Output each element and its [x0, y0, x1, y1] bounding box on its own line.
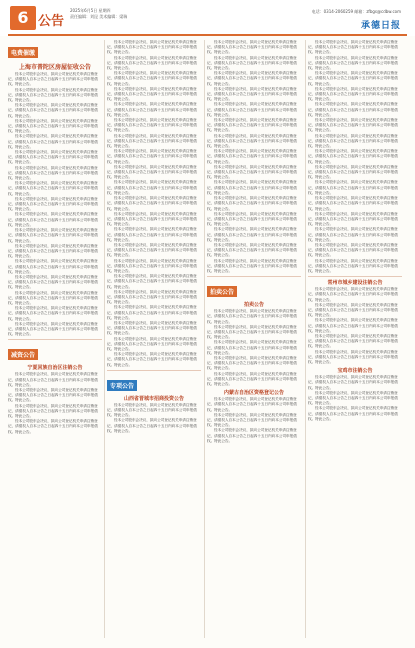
- notice-body: 经本公司股东会决议，拟向公司登记机关申请注销登记，请债权人自本公告之日起四十五日内向本公司申报债权。特此公告。: [107, 196, 197, 211]
- notice-body: 经本公司股东会决议，拟向公司登记机关申请注销登记，请债权人自本公告之日起四十五日内向本公司申报债权。特此公告。: [308, 211, 398, 227]
- header-meta: [70, 8, 127, 20]
- notice-body: 经本公司股东会决议，拟向公司登记机关申请注销登记，请债权人自本公告之日起四十五日内向本公司申报债权。特此公告。: [107, 418, 197, 433]
- notice-body: 经本公司股东会决议，拟向公司登记机关申请注销登记，请债权人自本公告之日起四十五日内向本公司申报债权。特此公告。: [207, 324, 297, 340]
- notice-body: 经本公司股东会决议，拟向公司登记机关申请注销登记，请债权人自本公告之日起四十五日内向本公司申报债权。特此公告。: [8, 165, 98, 181]
- notice-title: 上海市普陀区房屋征收公告: [18, 64, 91, 71]
- notice-body: 经本公司股东会决议，拟向公司登记机关申请注销登记，请债权人自本公告之日起四十五日内向本公司申报债权。特此公告。: [8, 72, 98, 87]
- notice-body: 经本公司股东会决议，拟向公司登记机关申请注销登记，请债权人自本公告之日起四十五日内向本公司申报债权。特此公告。: [207, 340, 297, 355]
- notice-body: 经本公司股东会决议，拟向公司登记机关申请注销登记，请债权人自本公告之日起四十五日内向本公司申报债权。特此公告。: [308, 71, 398, 86]
- notice-body: 经本公司股东会决议，拟向公司登记机关申请注销登记，请债权人自本公告之日起四十五日内向本公司申报债权。特此公告。: [308, 227, 398, 242]
- notice-body: 经本公司股东会决议，拟向公司登记机关申请注销登记，请债权人自本公告之日起四十五日内向本公司申报债权。特此公告。: [107, 305, 197, 320]
- notice-title: 内蒙古自治区资格登记公告: [223, 390, 284, 397]
- notice-body: 经本公司股东会决议，拟向公司登记机关申请注销登记，请债权人自本公告之日起四十五日内向本公司申报债权。特此公告。: [308, 287, 398, 302]
- notice-body: 经本公司股东会决议，拟向公司登记机关申请注销登记，请债权人自本公告之日起四十五日内向本公司申报债权。特此公告。: [207, 133, 297, 149]
- notice-body: 经本公司股东会决议，拟向公司登记机关申请注销登记，请债权人自本公告之日起四十五日内向本公司申报债权。特此公告。: [8, 134, 98, 149]
- notice-body: 经本公司股东会决议，拟向公司登记机关申请注销登记，请债权人自本公告之日起四十五日内向本公司申报债权。特此公告。: [207, 397, 297, 412]
- notice-body: 经本公司股东会决议，拟向公司登记机关申请注销登记，请债权人自本公告之日起四十五日内向本公司申报债权。特此公告。: [308, 164, 398, 180]
- notice-body: 经本公司股东会决议，拟向公司登记机关申请注销登记，请债权人自本公告之日起四十五日内向本公司申报债权。特此公告。: [8, 403, 98, 418]
- notice-body: 经本公司股东会决议，拟向公司登记机关申请注销登记，请债权人自本公告之日起四十五日内向本公司申报债权。特此公告。: [8, 387, 98, 403]
- notice-body: 经本公司股东会决议，拟向公司登记机关申请注销登记，请债权人自本公告之日起四十五日内向本公司申报债权。特此公告。: [207, 371, 297, 386]
- notice-body: 经本公司股东会决议，拟向公司登记机关申请注销登记，请债权人自本公告之日起四十五日内向本公司申报债权。特此公告。: [8, 321, 98, 337]
- notice-body: 经本公司股东会决议，拟向公司登记机关申请注销登记，请债权人自本公告之日起四十五日内向本公司申报债权。特此公告。: [8, 274, 98, 290]
- notice-body: 经本公司股东会决议，拟向公司登记机关申请注销登记，请债权人自本公告之日起四十五日内向本公司申报债权。特此公告。: [308, 302, 398, 318]
- notice-body: 经本公司股东会决议，拟向公司登记机关申请注销登记，请债权人自本公告之日起四十五日内向本公司申报债权。特此公告。: [8, 306, 98, 321]
- notice-body: 经本公司股东会决议，拟向公司登记机关申请注销登记，请债权人自本公告之日起四十五日内向本公司申报债权。特此公告。: [107, 274, 197, 289]
- notice-body: 经本公司股东会决议，拟向公司登记机关申请注销登记，请债权人自本公告之日起四十五日内向本公司申报债权。特此公告。: [308, 118, 398, 133]
- notice-body: 经本公司股东会决议，拟向公司登记机关申请注销登记，请债权人自本公告之日起四十五日内向本公司申报债权。特此公告。: [207, 211, 297, 227]
- notice-body: 经本公司股东会决议，拟向公司登记机关申请注销登记，请债权人自本公告之日起四十五日内向本公司申报债权。特此公告。: [308, 86, 398, 102]
- separator: [8, 339, 102, 340]
- section-tag: 电费催缴: [8, 47, 38, 58]
- notice-body: 经本公司股东会决议，拟向公司登记机关申请注销登记，请债权人自本公告之日起四十五日内向本公司申报债权。特此公告。: [207, 71, 297, 86]
- notice-body: 经本公司股东会决议，拟向公司登记机关申请注销登记，请债权人自本公告之日起四十五日内向本公司申报债权。特此公告。: [8, 372, 98, 387]
- notice-body: 经本公司股东会决议，拟向公司登记机关申请注销登记，请债权人自本公告之日起四十五日内向本公司申报债权。特此公告。: [107, 149, 197, 164]
- notice-body: 经本公司股东会决议，拟向公司登记机关申请注销登记，请债权人自本公告之日起四十五日内向本公司申报债权。特此公告。: [107, 402, 197, 418]
- column-divider: [204, 40, 205, 638]
- notice-title: 宁夏回族自治区注销公告: [27, 365, 83, 372]
- section-tag: 减资公告: [8, 349, 38, 360]
- notice-body: 经本公司股东会决议，拟向公司登记机关申请注销登记，请债权人自本公告之日起四十五日内向本公司申报债权。特此公告。: [207, 412, 297, 428]
- notice-title: 山西省晋城市招商投资公告: [123, 395, 184, 402]
- notice-body: 经本公司股东会决议，拟向公司登记机关申请注销登记，请债权人自本公告之日起四十五日内向本公司申报债权。特此公告。: [207, 102, 297, 117]
- notice-body: 经本公司股东会决议，拟向公司登记机关申请注销登记，请债权人自本公告之日起四十五日内向本公司申报债权。特此公告。: [207, 242, 297, 258]
- column-divider: [305, 40, 306, 638]
- notice-body: 经本公司股东会决议，拟向公司登记机关申请注销登记，请债权人自本公告之日起四十五日内向本公司申报债权。特此公告。: [207, 40, 297, 55]
- column-4: [308, 40, 402, 640]
- notice-title: 常州市城乡建设注销公告: [327, 280, 383, 287]
- notice-body: 经本公司股东会决议，拟向公司登记机关申请注销登记，请债权人自本公告之日起四十五日内向本公司申报债权。特此公告。: [207, 258, 297, 273]
- notice-body: 经本公司股东会决议，拟向公司登记机关申请注销登记，请债权人自本公告之日起四十五日内向本公司申报债权。特此公告。: [8, 419, 98, 434]
- notice-body: 经本公司股东会决议，拟向公司登记机关申请注销登记，请债权人自本公告之日起四十五日内向本公司申报债权。特此公告。: [107, 258, 197, 273]
- notice-body: 经本公司股东会决议，拟向公司登记机关申请注销登记，请债权人自本公告之日起四十五日内向本公司申报债权。特此公告。: [8, 118, 98, 134]
- column-divider: [104, 40, 105, 638]
- notice-body: 经本公司股东会决议，拟向公司登记机关申请注销登记，请债权人自本公告之日起四十五日内向本公司申报债权。特此公告。: [308, 40, 398, 55]
- notice-body: 经本公司股东会决议，拟向公司登记机关申请注销登记，请债权人自本公告之日起四十五日内向本公司申报债权。特此公告。: [107, 320, 197, 336]
- notice-body: 经本公司股东会决议，拟向公司登记机关申请注销登记，请债权人自本公告之日起四十五日内向本公司申报债权。特此公告。: [107, 336, 197, 351]
- header-rule: [8, 34, 407, 36]
- separator: [107, 370, 201, 371]
- notice-body: 经本公司股东会决议，拟向公司登记机关申请注销登记，请债权人自本公告之日起四十五日内向本公司申报债权。特此公告。: [8, 181, 98, 196]
- notice-body: 经本公司股东会决议，拟向公司登记机关申请注销登记，请债权人自本公告之日起四十五日内向本公司申报债权。特此公告。: [107, 40, 197, 55]
- notice-body: 经本公司股东会决议，拟向公司登记机关申请注销登记，请债权人自本公告之日起四十五日内向本公司申报债权。特此公告。: [207, 180, 297, 195]
- notice-body: 经本公司股东会决议，拟向公司登记机关申请注销登记，请债权人自本公告之日起四十五日内向本公司申报债权。特此公告。: [308, 333, 398, 349]
- notice-body: 经本公司股东会决议，拟向公司登记机关申请注销登记，请债权人自本公告之日起四十五日内向本公司申报债权。特此公告。: [107, 86, 197, 102]
- notice-body: 经本公司股东会决议，拟向公司登记机关申请注销登记，请债权人自本公告之日起四十五日内向本公司申报债权。特此公告。: [207, 227, 297, 242]
- notice-body: 经本公司股东会决议，拟向公司登记机关申请注销登记，请债权人自本公告之日起四十五日内向本公司申报债权。特此公告。: [308, 242, 398, 258]
- notice-body: 经本公司股东会决议，拟向公司登记机关申请注销登记，请债权人自本公告之日起四十五日内向本公司申报债权。特此公告。: [308, 349, 398, 364]
- notice-body: 经本公司股东会决议，拟向公司登记机关申请注销登记，请债权人自本公告之日起四十五日内向本公司申报债权。特此公告。: [107, 180, 197, 195]
- notice-body: 经本公司股东会决议，拟向公司登记机关申请注销登记，请债权人自本公告之日起四十五日内向本公司申报债权。特此公告。: [8, 87, 98, 103]
- notice-body: 经本公司股东会决议，拟向公司登记机关申请注销登记，请债权人自本公告之日起四十五日内向本公司申报债权。特此公告。: [107, 289, 197, 305]
- notice-body: 经本公司股东会决议，拟向公司登记机关申请注销登记，请债权人自本公告之日起四十五日内向本公司申报债权。特此公告。: [207, 118, 297, 133]
- notice-body: 经本公司股东会决议，拟向公司登记机关申请注销登记，请债权人自本公告之日起四十五日内向本公司申报债权。特此公告。: [308, 375, 398, 390]
- notice-body: 经本公司股东会决议，拟向公司登记机关申请注销登记，请债权人自本公告之日起四十五日内向本公司申报债权。特此公告。: [107, 227, 197, 242]
- notice-title: 宝鸡市注销公告: [337, 368, 373, 375]
- page-number-badge: 6: [10, 6, 36, 30]
- notice-body: 经本公司股东会决议，拟向公司登记机关申请注销登记，请债权人自本公告之日起四十五日内向本公司申报债权。特此公告。: [207, 309, 297, 324]
- notice-body: 经本公司股东会决议，拟向公司登记机关申请注销登记，请债权人自本公告之日起四十五日内向本公司申报债权。特此公告。: [308, 133, 398, 149]
- notice-body: 经本公司股东会决议，拟向公司登记机关申请注销登记，请债权人自本公告之日起四十五日内向本公司申报债权。特此公告。: [8, 103, 98, 118]
- notice-body: 经本公司股东会决议，拟向公司登记机关申请注销登记，请债权人自本公告之日起四十五日内向本公司申报债权。特此公告。: [8, 259, 98, 274]
- notice-body: 经本公司股东会决议，拟向公司登记机关申请注销登记，请债权人自本公告之日起四十五日内向本公司申报债权。特此公告。: [308, 258, 398, 273]
- notice-body: 经本公司股东会决议，拟向公司登记机关申请注销登记，请债权人自本公告之日起四十五日内向本公司申报债权。特此公告。: [107, 118, 197, 133]
- notice-body: 经本公司股东会决议，拟向公司登记机关申请注销登记，请债权人自本公告之日起四十五日内向本公司申报债权。特此公告。: [8, 150, 98, 165]
- column-2: [107, 40, 201, 640]
- notice-body: 经本公司股东会决议，拟向公司登记机关申请注销登记，请债权人自本公告之日起四十五日内向本公司申报债权。特此公告。: [107, 71, 197, 86]
- notice-body: 经本公司股东会决议，拟向公司登记机关申请注销登记，请债权人自本公告之日起四十五日内向本公司申报债权。特此公告。: [207, 55, 297, 71]
- separator: [207, 276, 301, 277]
- notice-body: 经本公司股东会决议，拟向公司登记机关申请注销登记，请债权人自本公告之日起四十五日内向本公司申报债权。特此公告。: [107, 242, 197, 258]
- column-3: [207, 40, 301, 640]
- page-header: [0, 0, 415, 36]
- header-contact: 电话：0314-2060259 邮箱：zfbgs@cdbw.com: [311, 9, 401, 14]
- notice-body: 经本公司股东会决议，拟向公司登记机关申请注销登记，请债权人自本公告之日起四十五日内向本公司申报债权。特此公告。: [107, 102, 197, 117]
- notice-body: 经本公司股东会决议，拟向公司登记机关申请注销登记，请债权人自本公告之日起四十五日内向本公司申报债权。特此公告。: [308, 149, 398, 164]
- notice-body: 经本公司股东会决议，拟向公司登记机关申请注销登记，请债权人自本公告之日起四十五日内向本公司申报债权。特此公告。: [308, 406, 398, 421]
- section-tag: 专项公告: [107, 380, 137, 391]
- notice-body: 经本公司股东会决议，拟向公司登记机关申请注销登记，请债权人自本公告之日起四十五日内向本公司申报债权。特此公告。: [207, 355, 297, 371]
- header-editors: 责任编辑：刘昆 美术编辑：梁瑞: [70, 14, 128, 19]
- notice-body: 经本公司股东会决议，拟向公司登记机关申请注销登记，请债权人自本公告之日起四十五日内向本公司申报债权。特此公告。: [8, 243, 98, 259]
- notice-body: 经本公司股东会决议，拟向公司登记机关申请注销登记，请债权人自本公告之日起四十五日内向本公司申报债权。特此公告。: [308, 55, 398, 71]
- notice-body: 经本公司股东会决议，拟向公司登记机关申请注销登记，请债权人自本公告之日起四十五日内向本公司申报债权。特此公告。: [107, 55, 197, 71]
- notice-body: 经本公司股东会决议，拟向公司登记机关申请注销登记，请债权人自本公告之日起四十五日内向本公司申报债权。特此公告。: [207, 149, 297, 164]
- notice-body: 经本公司股东会决议，拟向公司登记机关申请注销登记，请债权人自本公告之日起四十五日内向本公司申报债权。特此公告。: [107, 133, 197, 149]
- notice-body: 经本公司股东会决议，拟向公司登记机关申请注销登记，请债权人自本公告之日起四十五日内向本公司申报债权。特此公告。: [207, 428, 297, 443]
- notice-body: 经本公司股东会决议，拟向公司登记机关申请注销登记，请债权人自本公告之日起四十五日内向本公司申报债权。特此公告。: [207, 86, 297, 102]
- section-title: 公告: [38, 14, 65, 29]
- notice-body: 经本公司股东会决议，拟向公司登记机关申请注销登记，请债权人自本公告之日起四十五日内向本公司申报债权。特此公告。: [308, 318, 398, 333]
- notice-body: 经本公司股东会决议，拟向公司登记机关申请注销登记，请债权人自本公告之日起四十五日内向本公司申报债权。特此公告。: [308, 102, 398, 117]
- notice-body: 经本公司股东会决议，拟向公司登记机关申请注销登记，请债权人自本公告之日起四十五日内向本公司申报债权。特此公告。: [107, 211, 197, 227]
- header-date: 2025年6月5日 星期四: [70, 8, 111, 13]
- notice-body: 经本公司股东会决议，拟向公司登记机关申请注销登记，请债权人自本公告之日起四十五日内向本公司申报债权。特此公告。: [308, 390, 398, 406]
- notice-body: 经本公司股东会决议，拟向公司登记机关申请注销登记，请债权人自本公告之日起四十五日内向本公司申报债权。特此公告。: [8, 290, 98, 305]
- notice-body: 经本公司股东会决议，拟向公司登记机关申请注销登记，请债权人自本公告之日起四十五日内向本公司申报债权。特此公告。: [207, 196, 297, 211]
- notice-body: 经本公司股东会决议，拟向公司登记机关申请注销登记，请债权人自本公告之日起四十五日内向本公司申报债权。特此公告。: [8, 228, 98, 243]
- notice-body: 经本公司股东会决议，拟向公司登记机关申请注销登记，请债权人自本公告之日起四十五日内向本公司申报债权。特此公告。: [8, 196, 98, 212]
- notice-body: 经本公司股东会决议，拟向公司登记机关申请注销登记，请债权人自本公告之日起四十五日内向本公司申报债权。特此公告。: [107, 164, 197, 180]
- column-1: [8, 40, 102, 640]
- notice-title: 拍卖公告: [243, 302, 264, 309]
- section-tag: 拍卖公告: [207, 286, 237, 297]
- notice-body: 经本公司股东会决议，拟向公司登记机关申请注销登记，请债权人自本公告之日起四十五日内向本公司申报债权。特此公告。: [207, 164, 297, 180]
- notice-body: 经本公司股东会决议，拟向公司登记机关申请注销登记，请债权人自本公告之日起四十五日内向本公司申报债权。特此公告。: [107, 352, 197, 367]
- notice-body: 经本公司股东会决议，拟向公司登记机关申请注销登记，请债权人自本公告之日起四十五日内向本公司申报债权。特此公告。: [308, 196, 398, 211]
- notice-body: 经本公司股东会决议，拟向公司登记机关申请注销登记，请债权人自本公告之日起四十五日内向本公司申报债权。特此公告。: [308, 180, 398, 195]
- masthead-logo: 承德日报: [360, 21, 401, 31]
- notice-body: 经本公司股东会决议，拟向公司登记机关申请注销登记，请债权人自本公告之日起四十五日内向本公司申报债权。特此公告。: [8, 212, 98, 227]
- separator: [308, 276, 402, 277]
